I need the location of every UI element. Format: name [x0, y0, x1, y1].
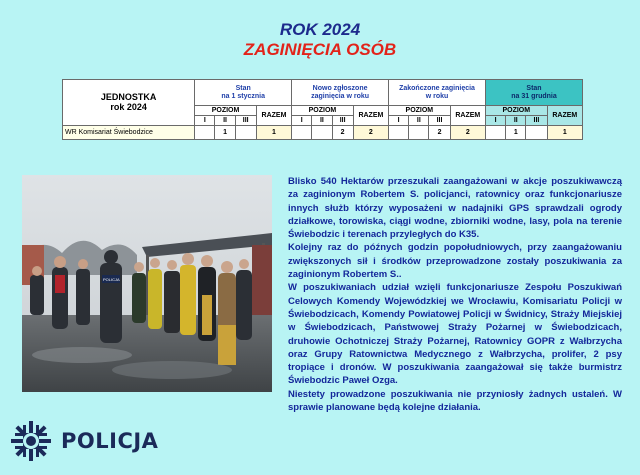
level-header: III: [526, 116, 547, 126]
table-cell: [235, 126, 256, 140]
table-cell: 1: [506, 126, 526, 140]
table-cell: [312, 126, 332, 140]
level-header: I: [195, 116, 215, 126]
level-header: II: [312, 116, 332, 126]
year-title: ROK 2024: [279, 20, 361, 39]
table-cell-total: 2: [450, 126, 485, 140]
table-cell: [195, 126, 215, 140]
report-paragraph: Blisko 540 Hektarów przeszukali zaangażowani w akcje poszukiwawczą za zaginionym Robertem S. policjanci, ratownicy oraz funkcjonariusze innych służb którzy wyposażeni w nadajniki GPS sprawdzali ogrody działkowe, torowiska, ciągi wodne, zbiorniki wodne, lasy, pola na terenie Świebodzic i terenach przyległych do K35.: [288, 176, 622, 241]
table-row: [63, 126, 583, 140]
level-header: II: [215, 116, 235, 126]
table-cell: 1: [215, 126, 235, 140]
razem-header: RAZEM: [450, 106, 485, 126]
police-logo: [9, 419, 158, 463]
table-cell: [486, 126, 506, 140]
group-header-end: Stan na 31 grudnia: [486, 80, 583, 106]
unit-header: JEDNOSTKA rok 2024: [63, 80, 195, 126]
police-logo-text: POLICJA: [61, 429, 159, 453]
poziom-header: POZIOM: [486, 106, 548, 116]
report-paragraph: W poszukiwaniach udział wzięli funkcjonariusze Zespołu Poszukiwań Celowych Komendy Wojewódzkiej we Wrocławiu, Komisariatu Policji w Świebodzicach, Komendy Powiatowej Policji w Świdnicy, Straży Miejskiej w Świebodzicach, Państwowej Straży Pożarnej w Świebodzicach, druhowie Ochotniczej Straży Pożarnej, Ratownicy GOPR z Wałbrzycha oraz Grupy Ratownictwa Medycznego z Wałbrzycha, prolifer, 2 psy tropiące i dronów. W poszukiwania zaangażował się także burmistrz Świebodzic Paweł Ozga.: [288, 282, 622, 387]
level-header: II: [506, 116, 526, 126]
report-paragraph: Niestety prowadzone poszukiwania nie przyniosły żadnych ustaleń. W sprawie planowane będą kolejne działania.: [288, 388, 622, 414]
level-header: III: [235, 116, 256, 126]
razem-header: RAZEM: [547, 106, 582, 126]
table-cell-total: 2: [353, 126, 388, 140]
level-header: III: [332, 116, 353, 126]
table-cell-total: 1: [256, 126, 291, 140]
razem-header: RAZEM: [353, 106, 388, 126]
report-paragraph: Kolejny raz do późnych godzin popołudniowych, przy zaangażowaniu zwiększonych sił i środków przeprowadzone zostały poszukiwania za zaginionym Robertem S..: [288, 242, 622, 281]
group-header-closed: Zakończone zaginięcia w roku: [389, 80, 486, 106]
police-star-icon: [9, 419, 53, 463]
unit-name: WR Komisariat Świebodzice: [63, 126, 195, 140]
level-header: III: [429, 116, 450, 126]
table-cell: [292, 126, 312, 140]
table-cell: 2: [429, 126, 450, 140]
level-header: I: [292, 116, 312, 126]
report-text: [288, 175, 622, 414]
poziom-header: POZIOM: [389, 106, 451, 116]
razem-header: RAZEM: [256, 106, 291, 126]
page-subtitle: ZAGINIĘCIA OSÓB: [243, 40, 397, 59]
poziom-header: POZIOM: [292, 106, 354, 116]
level-header: I: [486, 116, 506, 126]
search-team-photo: [22, 175, 272, 392]
group-header-start: Stan na 1 stycznia: [195, 80, 292, 106]
table-cell: 2: [332, 126, 353, 140]
table-cell-total: 1: [547, 126, 582, 140]
vest-text: POLICJA: [103, 277, 120, 282]
table-cell: [526, 126, 547, 140]
table-cell: [409, 126, 429, 140]
level-header: I: [389, 116, 409, 126]
table-cell: [389, 126, 409, 140]
missing-persons-table: [62, 79, 583, 140]
level-header: II: [409, 116, 429, 126]
group-header-new: Nowo zgłoszone zaginięcia w roku: [292, 80, 389, 106]
poziom-header: POZIOM: [195, 106, 257, 116]
